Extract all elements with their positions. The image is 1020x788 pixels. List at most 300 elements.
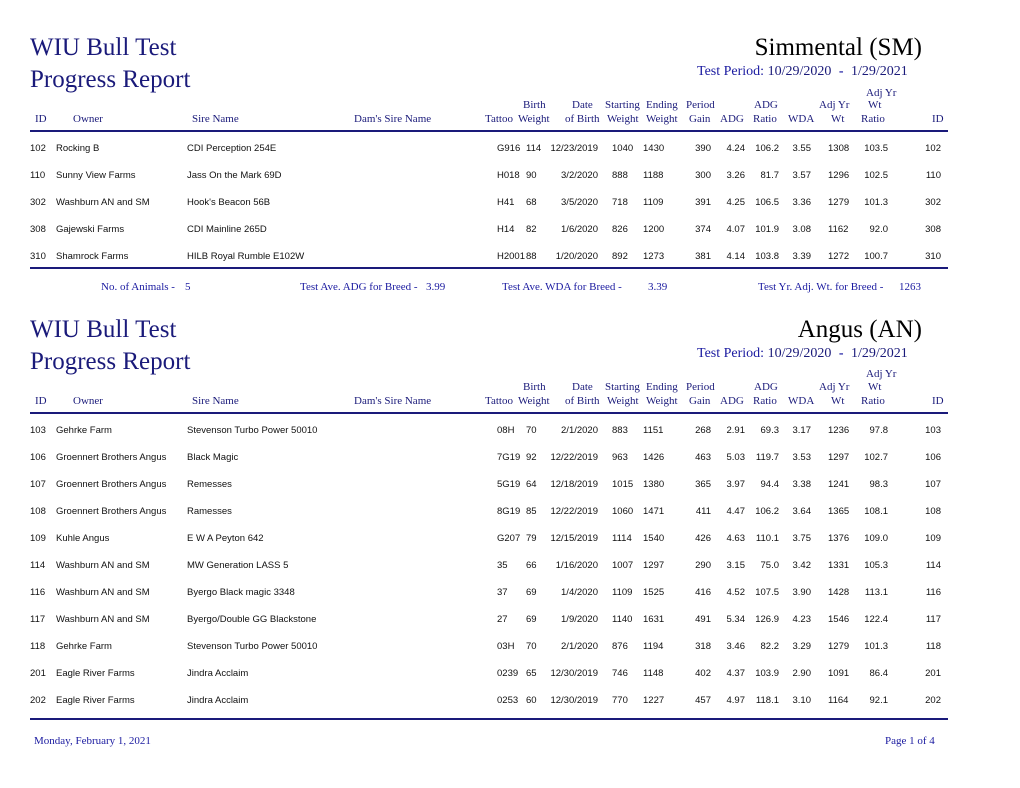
table-row bbox=[0, 224, 1020, 238]
breed-title: Angus (AN) bbox=[797, 316, 922, 343]
cell-bw: 66 bbox=[526, 560, 537, 571]
cell-bw: 92 bbox=[526, 452, 537, 463]
summary-adg-value: 3.99 bbox=[426, 281, 446, 293]
cell-dob: 12/15/2019 bbox=[550, 533, 598, 544]
cell-bw: 69 bbox=[526, 587, 537, 598]
header-adj-yr-line1: Adj Yr bbox=[819, 381, 850, 393]
cell-tattoo: 03H bbox=[497, 641, 515, 652]
table-row bbox=[0, 560, 1020, 574]
cell-wda: 3.10 bbox=[792, 695, 811, 706]
cell-dob: 1/20/2020 bbox=[555, 251, 598, 262]
summary-wda-value: 3.39 bbox=[648, 281, 668, 293]
header-dams-sire-name: Dam's Sire Name bbox=[354, 395, 432, 407]
cell-adj: 1236 bbox=[828, 425, 850, 436]
cell-adjr: 102.7 bbox=[864, 452, 888, 463]
cell-adj: 1241 bbox=[828, 479, 850, 490]
cell-dob: 2/1/2020 bbox=[561, 425, 598, 436]
header-sire-name: Sire Name bbox=[192, 395, 239, 407]
cell-adg: 4.97 bbox=[726, 695, 745, 706]
cell-adj: 1331 bbox=[828, 560, 850, 571]
cell-adg: 4.07 bbox=[726, 224, 745, 235]
test-period bbox=[697, 346, 908, 362]
table-end-rule bbox=[30, 267, 948, 269]
summary-adg-label: Test Ave. ADG for Breed - bbox=[300, 281, 418, 293]
cell-wda: 3.55 bbox=[792, 143, 811, 154]
table-row bbox=[0, 251, 1020, 265]
cell-adgr: 103.8 bbox=[755, 251, 779, 262]
cell-id2: 114 bbox=[925, 560, 941, 571]
test-period-start: 10/29/2020 bbox=[767, 346, 832, 361]
cell-adg: 2.91 bbox=[726, 425, 745, 436]
cell-adjr: 113.1 bbox=[864, 587, 888, 598]
header-adj-yr-ratio-line0: Adj Yr bbox=[866, 368, 897, 380]
header-wda: WDA bbox=[788, 113, 815, 125]
header-adg-ratio-line2: Ratio bbox=[753, 113, 777, 125]
header-owner: Owner bbox=[73, 395, 103, 407]
header-birth-weight-line2: Weight bbox=[518, 113, 550, 125]
cell-start: 718 bbox=[612, 197, 628, 208]
cell-adgr: 75.0 bbox=[760, 560, 779, 571]
cell-dob: 12/30/2019 bbox=[550, 695, 598, 706]
header-id-right: ID bbox=[932, 113, 944, 125]
cell-wda: 4.23 bbox=[792, 614, 811, 625]
cell-gain: 268 bbox=[695, 425, 711, 436]
cell-owner: Eagle River Farms bbox=[56, 695, 135, 706]
header-adg-ratio-line1: ADG bbox=[754, 99, 778, 111]
cell-owner: Rocking B bbox=[56, 143, 100, 154]
cell-sire: Stevenson Turbo Power 50010 bbox=[187, 641, 318, 652]
cell-start: 746 bbox=[612, 668, 628, 679]
cell-gain: 300 bbox=[695, 170, 711, 181]
cell-adjr: 109.0 bbox=[864, 533, 888, 544]
cell-wda: 3.29 bbox=[792, 641, 811, 652]
cell-start: 883 bbox=[612, 425, 628, 436]
header-wda: WDA bbox=[788, 395, 815, 407]
cell-owner: Kuhle Angus bbox=[56, 533, 110, 544]
header-adj-yr-ratio-line0: Adj Yr bbox=[866, 87, 897, 99]
cell-adg: 4.37 bbox=[726, 668, 745, 679]
summary-adj-label: Test Yr. Adj. Wt. for Breed - bbox=[758, 281, 884, 293]
cell-end: 1188 bbox=[643, 170, 664, 181]
cell-wda: 3.08 bbox=[792, 224, 811, 235]
report-title-line2: Progress Report bbox=[30, 66, 191, 93]
cell-adj: 1279 bbox=[828, 641, 850, 652]
cell-adgr: 106.2 bbox=[755, 506, 779, 517]
cell-adgr: 106.2 bbox=[755, 143, 779, 154]
cell-wda: 3.75 bbox=[792, 533, 811, 544]
report-title-line1: WIU Bull Test bbox=[30, 316, 177, 343]
cell-adjr: 101.3 bbox=[864, 641, 888, 652]
cell-start: 888 bbox=[612, 170, 628, 181]
cell-start: 1140 bbox=[612, 614, 633, 625]
cell-start: 892 bbox=[612, 251, 628, 262]
summary-animals-value: 5 bbox=[185, 281, 191, 293]
header-tattoo: Tattoo bbox=[485, 395, 513, 407]
cell-id2: 308 bbox=[925, 224, 941, 235]
cell-dob: 2/1/2020 bbox=[561, 641, 598, 652]
cell-bw: 70 bbox=[526, 641, 537, 652]
cell-sire: E W A Peyton 642 bbox=[187, 533, 264, 544]
test-period-label: Test Period: bbox=[697, 346, 765, 361]
cell-id2: 107 bbox=[925, 479, 941, 490]
cell-tattoo: 8G19 bbox=[497, 506, 521, 517]
cell-owner: Washburn AN and SM bbox=[56, 197, 150, 208]
cell-id: 201 bbox=[30, 668, 46, 679]
cell-dob: 12/22/2019 bbox=[550, 506, 598, 517]
cell-bw: 68 bbox=[526, 197, 537, 208]
header-starting-line1: Starting bbox=[605, 381, 640, 393]
cell-tattoo: 08H bbox=[497, 425, 515, 436]
cell-id: 102 bbox=[30, 143, 46, 154]
cell-id: 114 bbox=[30, 560, 46, 571]
header-birth-weight-line1: Birth bbox=[523, 99, 546, 111]
header-adg: ADG bbox=[720, 113, 744, 125]
cell-bw: 65 bbox=[526, 668, 537, 679]
cell-dob: 3/5/2020 bbox=[561, 197, 598, 208]
test-period-dash: - bbox=[838, 346, 844, 361]
cell-adgr: 82.2 bbox=[760, 641, 779, 652]
cell-end: 1148 bbox=[643, 668, 664, 679]
cell-gain: 426 bbox=[695, 533, 711, 544]
cell-id2: 108 bbox=[925, 506, 941, 517]
table-row bbox=[0, 170, 1020, 184]
cell-start: 770 bbox=[612, 695, 628, 706]
cell-adgr: 110.1 bbox=[755, 533, 779, 544]
cell-gain: 416 bbox=[695, 587, 711, 598]
header-adj-ratio-line2: Ratio bbox=[861, 395, 885, 407]
cell-owner: Eagle River Farms bbox=[56, 668, 135, 679]
cell-sire: HILB Royal Rumble E102W bbox=[187, 251, 305, 262]
header-adj-yr-ratio-line1: Wt bbox=[868, 99, 882, 111]
cell-start: 1007 bbox=[612, 560, 634, 571]
cell-id: 308 bbox=[30, 224, 46, 235]
cell-wda: 2.90 bbox=[792, 668, 811, 679]
cell-adjr: 92.1 bbox=[869, 695, 888, 706]
cell-id: 107 bbox=[30, 479, 46, 490]
cell-adgr: 106.5 bbox=[755, 197, 779, 208]
cell-tattoo: 7G19 bbox=[497, 452, 521, 463]
cell-adj: 1164 bbox=[828, 695, 849, 706]
test-period-end: 1/29/2021 bbox=[851, 64, 908, 79]
cell-adg: 4.52 bbox=[726, 587, 745, 598]
cell-adg: 3.15 bbox=[726, 560, 745, 571]
header-adj-wt: Wt bbox=[831, 113, 845, 125]
header-ending-line2: Weight bbox=[646, 113, 678, 125]
cell-adj: 1162 bbox=[828, 224, 849, 235]
header-dob-line1: Date bbox=[572, 99, 593, 111]
cell-adgr: 81.7 bbox=[760, 170, 779, 181]
cell-adg: 4.25 bbox=[726, 197, 745, 208]
cell-sire: CDI Perception 254E bbox=[187, 143, 277, 154]
header-adg-ratio-line1: ADG bbox=[754, 381, 778, 393]
cell-id: 103 bbox=[30, 425, 46, 436]
header-starting-line1: Starting bbox=[605, 99, 640, 111]
cell-dob: 12/23/2019 bbox=[550, 143, 598, 154]
table-end-rule bbox=[30, 718, 948, 720]
cell-gain: 290 bbox=[695, 560, 711, 571]
header-period-line1: Period bbox=[686, 99, 715, 111]
cell-adg: 4.24 bbox=[726, 143, 745, 154]
header-adj-yr-line1: Adj Yr bbox=[819, 99, 850, 111]
cell-bw: 79 bbox=[526, 533, 537, 544]
cell-id2: 106 bbox=[925, 452, 941, 463]
table-row bbox=[0, 425, 1020, 439]
cell-adgr: 107.5 bbox=[755, 587, 779, 598]
header-birth-weight-line2: Weight bbox=[518, 395, 550, 407]
cell-adg: 3.26 bbox=[726, 170, 745, 181]
cell-id2: 102 bbox=[925, 143, 941, 154]
cell-adgr: 118.1 bbox=[755, 695, 779, 706]
cell-bw: 82 bbox=[526, 224, 537, 235]
header-tattoo: Tattoo bbox=[485, 113, 513, 125]
cell-adj: 1365 bbox=[828, 506, 850, 517]
header-adj-wt: Wt bbox=[831, 395, 845, 407]
cell-adg: 4.47 bbox=[726, 506, 745, 517]
cell-sire: Remesses bbox=[187, 479, 232, 490]
cell-wda: 3.57 bbox=[792, 170, 811, 181]
cell-id2: 103 bbox=[925, 425, 941, 436]
cell-id: 117 bbox=[30, 614, 46, 625]
cell-bw: 88 bbox=[526, 251, 537, 262]
test-period bbox=[697, 64, 908, 80]
cell-id2: 202 bbox=[925, 695, 941, 706]
cell-gain: 365 bbox=[695, 479, 711, 490]
cell-start: 1109 bbox=[612, 587, 633, 598]
table-row bbox=[0, 587, 1020, 601]
header-dams-sire-name: Dam's Sire Name bbox=[354, 113, 432, 125]
test-period-label: Test Period: bbox=[697, 64, 765, 79]
cell-tattoo: 5G19 bbox=[497, 479, 521, 490]
cell-sire: Jass On the Mark 69D bbox=[187, 170, 282, 181]
cell-gain: 411 bbox=[695, 506, 711, 517]
cell-adg: 3.46 bbox=[726, 641, 745, 652]
cell-id: 110 bbox=[30, 170, 46, 181]
cell-bw: 69 bbox=[526, 614, 537, 625]
cell-sire: MW Generation LASS 5 bbox=[187, 560, 289, 571]
cell-dob: 1/9/2020 bbox=[561, 614, 598, 625]
cell-bw: 70 bbox=[526, 425, 537, 436]
header-sire-name: Sire Name bbox=[192, 113, 239, 125]
cell-tattoo: H2001 bbox=[497, 251, 525, 262]
cell-adjr: 86.4 bbox=[869, 668, 888, 679]
cell-end: 1471 bbox=[643, 506, 665, 517]
cell-adg: 4.14 bbox=[726, 251, 745, 262]
cell-adjr: 98.3 bbox=[869, 479, 888, 490]
header-id: ID bbox=[35, 113, 47, 125]
header-starting-line2: Weight bbox=[607, 113, 639, 125]
cell-adj: 1308 bbox=[828, 143, 850, 154]
header-gain: Gain bbox=[689, 113, 711, 125]
cell-id2: 118 bbox=[925, 641, 941, 652]
cell-adgr: 101.9 bbox=[755, 224, 779, 235]
test-period-start: 10/29/2020 bbox=[767, 64, 832, 79]
cell-sire: Jindra Acclaim bbox=[187, 695, 249, 706]
cell-sire: Byergo Black magic 3348 bbox=[187, 587, 295, 598]
cell-adgr: 103.9 bbox=[755, 668, 779, 679]
cell-dob: 12/18/2019 bbox=[550, 479, 598, 490]
cell-adgr: 119.7 bbox=[755, 452, 779, 463]
report-title-line1: WIU Bull Test bbox=[30, 34, 177, 61]
table-row bbox=[0, 695, 1020, 709]
cell-id2: 110 bbox=[925, 170, 941, 181]
cell-id2: 109 bbox=[925, 533, 941, 544]
cell-owner: Groennert Brothers Angus bbox=[56, 479, 167, 490]
cell-bw: 114 bbox=[526, 143, 542, 154]
cell-end: 1109 bbox=[643, 197, 664, 208]
cell-dob: 12/22/2019 bbox=[550, 452, 598, 463]
cell-adjr: 97.8 bbox=[869, 425, 888, 436]
cell-adj: 1296 bbox=[828, 170, 850, 181]
header-ending-line1: Ending bbox=[646, 381, 678, 393]
table-row bbox=[0, 506, 1020, 520]
cell-adjr: 102.5 bbox=[864, 170, 888, 181]
cell-adg: 3.97 bbox=[726, 479, 745, 490]
cell-gain: 463 bbox=[695, 452, 711, 463]
cell-owner: Groennert Brothers Angus bbox=[56, 452, 167, 463]
table-row bbox=[0, 668, 1020, 682]
cell-adg: 4.63 bbox=[726, 533, 745, 544]
cell-adj: 1297 bbox=[828, 452, 850, 463]
cell-sire: Ramesses bbox=[187, 506, 232, 517]
cell-gain: 381 bbox=[695, 251, 711, 262]
cell-wda: 3.64 bbox=[792, 506, 811, 517]
header-owner: Owner bbox=[73, 113, 103, 125]
cell-adjr: 122.4 bbox=[864, 614, 888, 625]
table-row bbox=[0, 197, 1020, 211]
report-title-line2: Progress Report bbox=[30, 348, 191, 375]
cell-id2: 302 bbox=[925, 197, 941, 208]
header-id: ID bbox=[35, 395, 47, 407]
cell-adjr: 92.0 bbox=[869, 224, 888, 235]
table-row bbox=[0, 614, 1020, 628]
cell-id: 118 bbox=[30, 641, 46, 652]
cell-wda: 3.36 bbox=[792, 197, 811, 208]
cell-owner: Groennert Brothers Angus bbox=[56, 506, 167, 517]
cell-wda: 3.42 bbox=[792, 560, 811, 571]
cell-start: 1060 bbox=[612, 506, 634, 517]
summary-animals-label: No. of Animals - bbox=[101, 281, 175, 293]
cell-adjr: 100.7 bbox=[864, 251, 888, 262]
test-period-end: 1/29/2021 bbox=[851, 346, 908, 361]
cell-end: 1194 bbox=[643, 641, 664, 652]
cell-adjr: 105.3 bbox=[864, 560, 888, 571]
cell-id: 202 bbox=[30, 695, 46, 706]
cell-adj: 1272 bbox=[828, 251, 850, 262]
cell-id: 302 bbox=[30, 197, 46, 208]
cell-end: 1430 bbox=[643, 143, 665, 154]
cell-owner: Washburn AN and SM bbox=[56, 614, 150, 625]
cell-dob: 1/4/2020 bbox=[561, 587, 598, 598]
cell-id2: 116 bbox=[925, 587, 941, 598]
cell-tattoo: G916 bbox=[497, 143, 521, 154]
cell-end: 1297 bbox=[643, 560, 665, 571]
cell-end: 1273 bbox=[643, 251, 665, 262]
test-period-dash: - bbox=[838, 64, 844, 79]
summary-adj-value: 1263 bbox=[899, 281, 921, 293]
cell-dob: 1/6/2020 bbox=[561, 224, 598, 235]
cell-wda: 3.38 bbox=[792, 479, 811, 490]
cell-end: 1380 bbox=[643, 479, 665, 490]
table-row bbox=[0, 641, 1020, 655]
header-dob-line1: Date bbox=[572, 381, 593, 393]
cell-gain: 390 bbox=[695, 143, 711, 154]
cell-adgr: 69.3 bbox=[760, 425, 779, 436]
cell-end: 1525 bbox=[643, 587, 665, 598]
header-adj-ratio-line2: Ratio bbox=[861, 113, 885, 125]
header-adj-yr-ratio-line1: Wt bbox=[868, 381, 882, 393]
cell-adjr: 103.5 bbox=[864, 143, 888, 154]
breed-title: Simmental (SM) bbox=[754, 34, 922, 61]
cell-start: 963 bbox=[612, 452, 628, 463]
cell-start: 1114 bbox=[612, 533, 632, 544]
cell-start: 826 bbox=[612, 224, 628, 235]
header-dob-line2: of Birth bbox=[565, 113, 600, 125]
cell-gain: 491 bbox=[695, 614, 711, 625]
cell-owner: Sunny View Farms bbox=[56, 170, 136, 181]
cell-id: 116 bbox=[30, 587, 46, 598]
cell-start: 876 bbox=[612, 641, 628, 652]
cell-id2: 201 bbox=[925, 668, 941, 679]
header-birth-weight-line1: Birth bbox=[523, 381, 546, 393]
cell-wda: 3.53 bbox=[792, 452, 811, 463]
cell-adjr: 101.3 bbox=[864, 197, 888, 208]
cell-sire: CDI Mainline 265D bbox=[187, 224, 267, 235]
cell-bw: 60 bbox=[526, 695, 537, 706]
cell-adj: 1279 bbox=[828, 197, 850, 208]
cell-owner: Gehrke Farm bbox=[56, 425, 112, 436]
cell-adjr: 108.1 bbox=[864, 506, 888, 517]
cell-bw: 85 bbox=[526, 506, 537, 517]
cell-gain: 402 bbox=[695, 668, 711, 679]
footer-date: Monday, February 1, 2021 bbox=[34, 735, 151, 747]
cell-gain: 391 bbox=[695, 197, 711, 208]
cell-sire: Byergo/Double GG Blackstone bbox=[187, 614, 317, 625]
cell-bw: 90 bbox=[526, 170, 537, 181]
header-gain: Gain bbox=[689, 395, 711, 407]
cell-tattoo: H14 bbox=[497, 224, 515, 235]
cell-owner: Gajewski Farms bbox=[56, 224, 125, 235]
cell-dob: 3/2/2020 bbox=[561, 170, 598, 181]
cell-tattoo: H41 bbox=[497, 197, 515, 208]
cell-id2: 310 bbox=[925, 251, 941, 262]
cell-end: 1151 bbox=[643, 425, 664, 436]
cell-gain: 318 bbox=[695, 641, 711, 652]
header-ending-line2: Weight bbox=[646, 395, 678, 407]
footer-page-number: Page 1 of 4 bbox=[885, 735, 935, 747]
header-adg: ADG bbox=[720, 395, 744, 407]
cell-sire: Hook's Beacon 56B bbox=[187, 197, 271, 208]
cell-adj: 1428 bbox=[828, 587, 850, 598]
cell-tattoo: 35 bbox=[497, 560, 508, 571]
header-starting-line2: Weight bbox=[607, 395, 639, 407]
cell-tattoo: G207 bbox=[497, 533, 521, 544]
cell-id: 310 bbox=[30, 251, 46, 262]
cell-adj: 1546 bbox=[828, 614, 850, 625]
cell-id2: 117 bbox=[925, 614, 941, 625]
cell-adg: 5.34 bbox=[726, 614, 745, 625]
cell-owner: Shamrock Farms bbox=[56, 251, 129, 262]
cell-wda: 3.17 bbox=[792, 425, 811, 436]
cell-adgr: 94.4 bbox=[760, 479, 779, 490]
cell-tattoo: 0239 bbox=[497, 668, 519, 679]
cell-owner: Gehrke Farm bbox=[56, 641, 112, 652]
summary-wda-label: Test Ave. WDA for Breed - bbox=[502, 281, 622, 293]
cell-wda: 3.39 bbox=[792, 251, 811, 262]
cell-owner: Washburn AN and SM bbox=[56, 587, 150, 598]
header-ending-line1: Ending bbox=[646, 99, 678, 111]
cell-dob: 12/30/2019 bbox=[550, 668, 598, 679]
table-row bbox=[0, 452, 1020, 466]
